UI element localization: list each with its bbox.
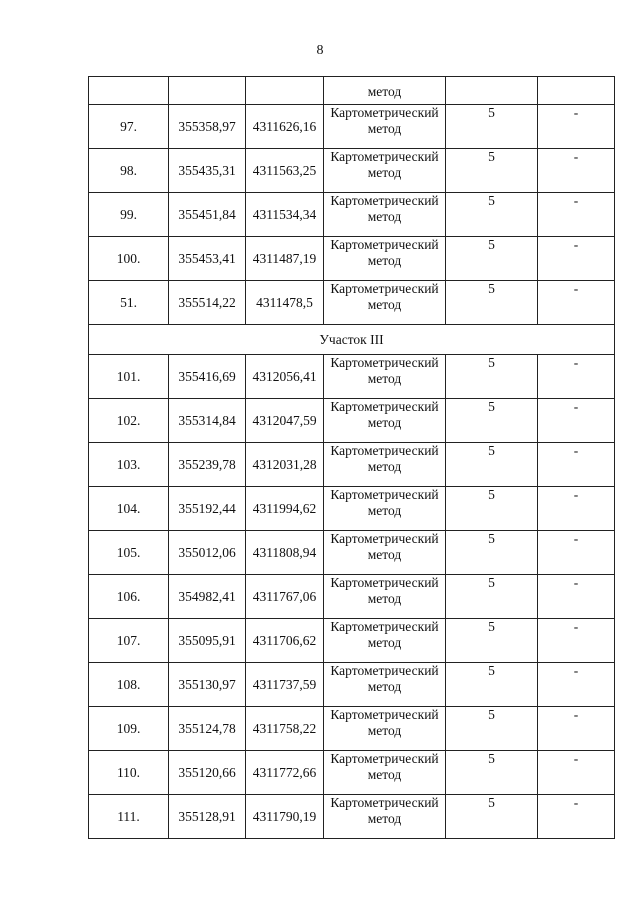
cell-y: 4312047,59	[246, 399, 324, 443]
cell-number: 104.	[89, 487, 169, 531]
cell-y: 4311487,19	[246, 237, 324, 281]
cell-y: 4311772,66	[246, 751, 324, 795]
cell-x: 355453,41	[169, 237, 246, 281]
cell-number: 97.	[89, 105, 169, 149]
table-row	[89, 619, 615, 663]
method-line-2: метод	[367, 635, 402, 650]
cell-x: 355451,84	[169, 193, 246, 237]
cell-accuracy: 5	[446, 531, 538, 575]
cell-accuracy: 5	[446, 105, 538, 149]
cell-number: 103.	[89, 443, 169, 487]
cell-number: 111.	[89, 795, 169, 839]
cell-x: 355130,97	[169, 663, 246, 707]
method-line-1: Картометрический	[330, 619, 439, 634]
method-line-1: Картометрический	[330, 575, 439, 590]
method-line-2: метод	[367, 679, 402, 694]
cell-method	[324, 193, 446, 237]
cell-description: -	[538, 575, 615, 619]
cell-y: 4312056,41	[246, 355, 324, 399]
method-line-2: метод	[367, 297, 402, 312]
cell-number: 99.	[89, 193, 169, 237]
cell-y: 4311808,94	[246, 531, 324, 575]
table-row	[89, 355, 615, 399]
method-line-2: метод	[367, 121, 402, 136]
cell-description: -	[538, 281, 615, 325]
cell-description: -	[538, 487, 615, 531]
cell-accuracy: 5	[446, 707, 538, 751]
cell-method	[324, 355, 446, 399]
cell-number: 100.	[89, 237, 169, 281]
cell-x: 355239,78	[169, 443, 246, 487]
method-line-1: Картометрический	[330, 795, 439, 810]
cell-accuracy: 5	[446, 355, 538, 399]
method-line-2: метод	[367, 253, 402, 268]
cell-accuracy: 5	[446, 443, 538, 487]
cell-y: 4311478,5	[246, 281, 324, 325]
cell-method	[324, 575, 446, 619]
cell-accuracy: 5	[446, 487, 538, 531]
cell-accuracy: 5	[446, 663, 538, 707]
cell-x: 355120,66	[169, 751, 246, 795]
cell-x: 355435,31	[169, 149, 246, 193]
table-row	[89, 237, 615, 281]
cell-x	[169, 77, 246, 105]
table-row	[89, 443, 615, 487]
section-title: Участок III	[89, 325, 615, 355]
cell-method	[324, 487, 446, 531]
table-row	[89, 663, 615, 707]
cell-description: -	[538, 355, 615, 399]
cell-y: 4311737,59	[246, 663, 324, 707]
method-line-1: Картометрический	[330, 281, 439, 296]
cell-method	[324, 237, 446, 281]
cell-y: 4311758,22	[246, 707, 324, 751]
coordinates-table	[88, 76, 615, 839]
cell-number: 107.	[89, 619, 169, 663]
cell-number: 110.	[89, 751, 169, 795]
cell-x: 355124,78	[169, 707, 246, 751]
cell-y: 4311706,62	[246, 619, 324, 663]
method-line-2: метод	[367, 767, 402, 782]
table-row	[89, 281, 615, 325]
cell-number: 102.	[89, 399, 169, 443]
cell-number: 98.	[89, 149, 169, 193]
cell-x: 355358,97	[169, 105, 246, 149]
method-line-2: метод	[367, 811, 402, 826]
table-row	[89, 707, 615, 751]
table-row	[89, 487, 615, 531]
cell-y: 4311994,62	[246, 487, 324, 531]
method-line-2: метод	[367, 459, 402, 474]
cell-y: 4311626,16	[246, 105, 324, 149]
method-line-2: метод	[367, 371, 402, 386]
table-row	[89, 531, 615, 575]
method-line-1: Картометрический	[330, 355, 439, 370]
cell-number: 106.	[89, 575, 169, 619]
method-line-1: Картометрический	[330, 149, 439, 164]
section-header-row	[89, 325, 615, 355]
cell-x: 355128,91	[169, 795, 246, 839]
cell-accuracy: 5	[446, 751, 538, 795]
cell-number: 101.	[89, 355, 169, 399]
cell-accuracy: 5	[446, 193, 538, 237]
cell-x: 355416,69	[169, 355, 246, 399]
cell-method	[324, 795, 446, 839]
cell-description: -	[538, 619, 615, 663]
cell-y: 4311534,34	[246, 193, 324, 237]
table-row	[89, 575, 615, 619]
cell-accuracy: 5	[446, 237, 538, 281]
table-row	[89, 399, 615, 443]
cell-x: 355514,22	[169, 281, 246, 325]
method-line-1: Картометрический	[330, 443, 439, 458]
method-line-1: Картометрический	[330, 663, 439, 678]
cell-method	[324, 619, 446, 663]
table-row	[89, 795, 615, 839]
table-row	[89, 193, 615, 237]
cell-method	[324, 663, 446, 707]
cell-method	[324, 105, 446, 149]
cell-y	[246, 77, 324, 105]
cell-description	[538, 77, 615, 105]
cell-method	[324, 531, 446, 575]
table-row	[89, 105, 615, 149]
cell-description: -	[538, 443, 615, 487]
cell-description: -	[538, 751, 615, 795]
cell-accuracy	[446, 77, 538, 105]
cell-description: -	[538, 663, 615, 707]
cell-method	[324, 707, 446, 751]
table-row	[89, 149, 615, 193]
cell-number: 108.	[89, 663, 169, 707]
method-line-1: Картометрический	[330, 531, 439, 546]
cell-accuracy: 5	[446, 149, 538, 193]
page-number: 8	[316, 43, 324, 58]
method-line-2: метод	[367, 723, 402, 738]
cell-method	[324, 751, 446, 795]
method-line-1: Картометрический	[330, 487, 439, 502]
cell-x: 355192,44	[169, 487, 246, 531]
cell-accuracy: 5	[446, 281, 538, 325]
cell-accuracy: 5	[446, 575, 538, 619]
cell-description: -	[538, 795, 615, 839]
cell-accuracy: 5	[446, 619, 538, 663]
cell-description: -	[538, 193, 615, 237]
method-line-1: Картометрический	[330, 237, 439, 252]
cell-accuracy: 5	[446, 399, 538, 443]
method-line-2: метод	[367, 503, 402, 518]
cell-x: 355095,91	[169, 619, 246, 663]
cell-description: -	[538, 399, 615, 443]
method-line-2: метод	[367, 209, 402, 224]
method-line-2: метод	[367, 415, 402, 430]
cell-method	[324, 149, 446, 193]
method-line-1: Картометрический	[330, 399, 439, 414]
cell-method: метод	[324, 77, 446, 105]
method-line-2: метод	[367, 591, 402, 606]
table-row-continuation	[89, 77, 615, 105]
cell-accuracy: 5	[446, 795, 538, 839]
cell-description: -	[538, 105, 615, 149]
cell-number: 51.	[89, 281, 169, 325]
cell-x: 355012,06	[169, 531, 246, 575]
cell-number	[89, 77, 169, 105]
cell-number: 105.	[89, 531, 169, 575]
cell-y: 4312031,28	[246, 443, 324, 487]
cell-method	[324, 443, 446, 487]
cell-y: 4311790,19	[246, 795, 324, 839]
cell-description: -	[538, 707, 615, 751]
cell-y: 4311767,06	[246, 575, 324, 619]
method-line-1: Картометрический	[330, 707, 439, 722]
method-line-1: Картометрический	[330, 193, 439, 208]
cell-number: 109.	[89, 707, 169, 751]
cell-description: -	[538, 149, 615, 193]
cell-y: 4311563,25	[246, 149, 324, 193]
cell-method	[324, 399, 446, 443]
method-line-2: метод	[367, 547, 402, 562]
table-row	[89, 751, 615, 795]
method-line-1: Картометрический	[330, 751, 439, 766]
cell-description: -	[538, 237, 615, 281]
cell-description: -	[538, 531, 615, 575]
cell-x: 354982,41	[169, 575, 246, 619]
method-line-1: Картометрический	[330, 105, 439, 120]
method-line-2: метод	[367, 165, 402, 180]
cell-x: 355314,84	[169, 399, 246, 443]
cell-method	[324, 281, 446, 325]
